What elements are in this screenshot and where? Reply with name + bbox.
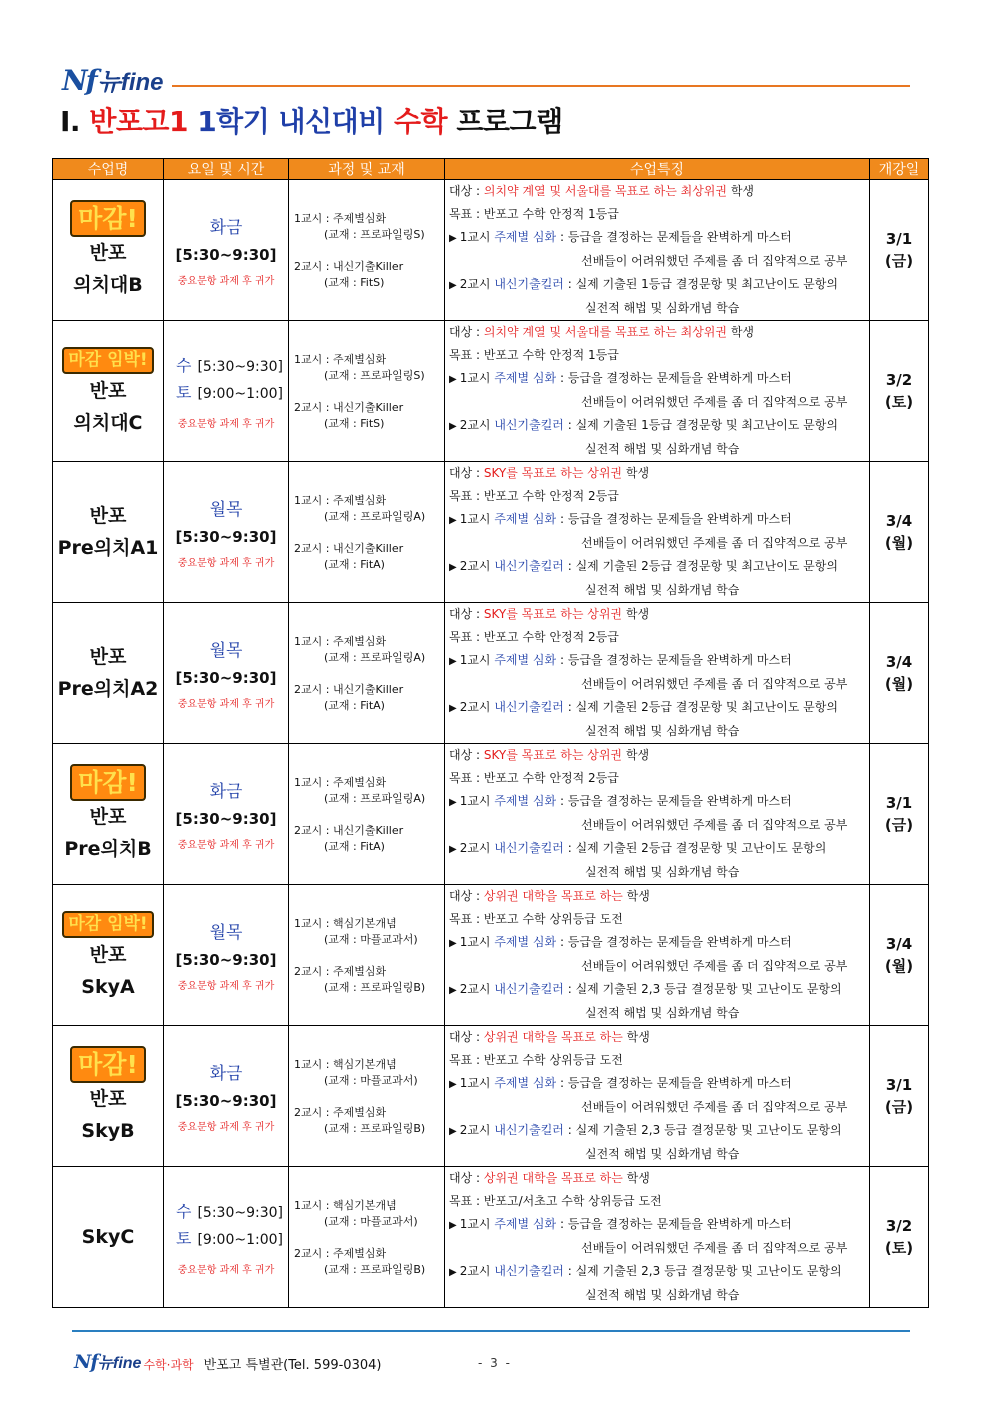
schedule-hours: [9:00~1:00] xyxy=(197,385,283,402)
features-cell xyxy=(445,1167,870,1308)
feature-period2-detail: 실전적 해법 및 심화개념 학습 xyxy=(585,865,740,879)
feature-target: 대상 : 상위권 대학을 목표로 하는 학생 xyxy=(449,1171,650,1185)
start-weekday: (토) xyxy=(884,1239,914,1257)
course-period2: 2교시 : 주제별심화 xyxy=(294,1106,387,1119)
feature-target: 대상 : 상위권 대학을 목표로 하는 학생 xyxy=(449,1030,650,1044)
class-name-cell xyxy=(53,885,164,1026)
triangle-bullet-icon: ▶ xyxy=(449,985,457,996)
start-date: 3/2 xyxy=(885,1217,913,1235)
course-period2: 2교시 : 주제별심화 xyxy=(294,965,387,978)
course-book2: (교재 : FitA) xyxy=(324,558,385,571)
start-date: 3/4 xyxy=(885,935,913,953)
class-name-line2: SkyB xyxy=(81,1119,135,1142)
start-weekday: (월) xyxy=(884,534,914,552)
title-program: 프로그램 xyxy=(456,105,563,138)
schedule-day: 토 xyxy=(176,382,192,402)
schedule-cell xyxy=(164,321,289,462)
course-cell xyxy=(289,744,445,885)
header-features: 수업특징 xyxy=(445,159,870,180)
schedule-cell xyxy=(164,744,289,885)
feature-period2: ▶ 2교시 내신기출킬러 : 실제 기출된 2,3 등급 결정문항 및 고난이도 문항의 xyxy=(449,1123,842,1137)
course-cell xyxy=(289,885,445,1026)
class-name-line2: Pre의치A1 xyxy=(57,537,159,559)
feature-target: 대상 : SKY를 목표로 하는 상위권 학생 xyxy=(449,607,650,621)
class-name-line1: 반포 xyxy=(89,944,127,966)
triangle-bullet-icon: ▶ xyxy=(449,1079,457,1090)
schedule-day: 월목 xyxy=(209,923,243,943)
header-class-name: 수업명 xyxy=(53,159,164,180)
triangle-bullet-icon: ▶ xyxy=(449,703,457,714)
header-start-date: 개강일 xyxy=(870,159,929,180)
triangle-bullet-icon: ▶ xyxy=(449,1126,457,1137)
feature-period2-detail: 실전적 해법 및 심화개념 학습 xyxy=(585,724,740,738)
class-name-cell xyxy=(53,462,164,603)
feature-period1-detail: 선배들이 어려워했던 주제를 좀 더 집약적으로 공부 xyxy=(581,1241,848,1255)
feature-period1-detail: 선배들이 어려워했던 주제를 좀 더 집약적으로 공부 xyxy=(581,536,848,550)
schedule-hours: [5:30~9:30] xyxy=(175,246,277,264)
feature-period1-detail: 선배들이 어려워했던 주제를 좀 더 집약적으로 공부 xyxy=(581,959,848,973)
schedule-cell xyxy=(164,1026,289,1167)
course-book1: (교재 : 마플교과서) xyxy=(324,1215,418,1228)
start-date-cell xyxy=(870,1167,929,1308)
title-exam: 내신대비 xyxy=(278,105,385,138)
feature-goal: 목표 : 반포고 수학 상위등급 도전 xyxy=(449,1053,623,1067)
start-weekday: (금) xyxy=(884,252,914,270)
feature-target: 대상 : 의치약 계열 및 서울대를 목표로 하는 최상위권 학생 xyxy=(449,184,754,198)
schedule-line xyxy=(164,353,288,380)
logo-mark: Nf xyxy=(62,64,96,97)
class-name-line1: 반포 xyxy=(89,241,127,264)
class-name-cell xyxy=(53,1167,164,1308)
start-date-cell xyxy=(870,744,929,885)
schedule-note: 중요문항 과제 후 귀가 xyxy=(177,418,275,430)
title-subject: 수학 xyxy=(394,105,448,138)
deadline-badge: 마감! xyxy=(70,764,146,801)
course-period1: 1교시 : 주제별심화 xyxy=(294,494,387,507)
deadline-badge: 마감 임박! xyxy=(62,911,153,938)
course-book1: (교재 : 프로파일링A) xyxy=(324,651,426,664)
page-title xyxy=(60,100,563,140)
feature-period1: ▶ 1교시 주제별 심화 : 등급을 결정하는 문제들을 완벽하게 마스터 xyxy=(449,512,792,526)
feature-period1: ▶ 1교시 주제별 심화 : 등급을 결정하는 문제들을 완벽하게 마스터 xyxy=(449,230,792,244)
course-book1: (교재 : 프로파일링S) xyxy=(324,228,425,241)
header-course: 과정 및 교재 xyxy=(289,159,445,180)
start-weekday: (금) xyxy=(884,1098,914,1116)
schedule-note: 중요문항 과제 후 귀가 xyxy=(177,699,275,710)
course-period2: 2교시 : 내신기출Killer xyxy=(294,401,404,414)
feature-goal: 목표 : 반포고 수학 안정적 2등급 xyxy=(449,630,619,644)
features-cell xyxy=(445,321,870,462)
title-numeral: Ⅰ. xyxy=(60,105,81,138)
deadline-badge: 마감! xyxy=(70,200,146,237)
class-name-line2: Pre의치B xyxy=(64,837,152,860)
feature-period2-detail: 실전적 해법 및 심화개념 학습 xyxy=(585,583,740,597)
feature-period1-detail: 선배들이 어려워했던 주제를 좀 더 집약적으로 공부 xyxy=(581,677,848,691)
schedule-day: 화금 xyxy=(209,1064,243,1084)
title-school: 반포고1 xyxy=(89,105,188,138)
triangle-bullet-icon: ▶ xyxy=(449,797,457,808)
schedule-day: 화금 xyxy=(209,782,243,802)
schedule-hours: [5:30~9:30] xyxy=(175,810,277,828)
feature-period2: ▶ 2교시 내신기출킬러 : 실제 기출된 2등급 결정문항 및 최고난이도 문항의 xyxy=(449,559,838,573)
feature-period2: ▶ 2교시 내신기출킬러 : 실제 기출된 2,3 등급 결정문항 및 고난이도 문항의 xyxy=(449,982,842,996)
schedule-day: 토 xyxy=(176,1228,192,1248)
start-weekday: (금) xyxy=(884,816,914,834)
start-date-cell xyxy=(870,1026,929,1167)
triangle-bullet-icon: ▶ xyxy=(449,1267,457,1278)
schedule-cell xyxy=(164,180,289,321)
course-period2: 2교시 : 내신기출Killer xyxy=(294,824,404,837)
feature-period2: ▶ 2교시 내신기출킬러 : 실제 기출된 1등급 결정문항 및 최고난이도 문항의 xyxy=(449,418,838,432)
start-date-cell xyxy=(870,462,929,603)
start-date-cell xyxy=(870,321,929,462)
feature-period2-detail: 실전적 해법 및 심화개념 학습 xyxy=(585,1006,740,1020)
course-book1: (교재 : 마플교과서) xyxy=(324,933,418,946)
start-date-cell xyxy=(870,885,929,1026)
class-name-line1: 반포 xyxy=(89,505,127,527)
feature-period1: ▶ 1교시 주제별 심화 : 등급을 결정하는 문제들을 완벽하게 마스터 xyxy=(449,653,792,667)
start-date: 3/4 xyxy=(885,653,913,671)
table-row xyxy=(53,885,929,1026)
start-date: 3/1 xyxy=(885,230,913,248)
course-period1: 1교시 : 핵심기본개념 xyxy=(294,1058,397,1071)
header-schedule: 요일 및 시간 xyxy=(164,159,289,180)
class-name-cell xyxy=(53,180,164,321)
triangle-bullet-icon: ▶ xyxy=(449,1220,457,1231)
schedule-hours: [5:30~9:30] xyxy=(175,951,277,969)
feature-period1: ▶ 1교시 주제별 심화 : 등급을 결정하는 문제들을 완벽하게 마스터 xyxy=(449,935,792,949)
table-row xyxy=(53,1167,929,1308)
footer-address: 반포고 특별관(Tel. 599-0304) xyxy=(203,1358,382,1373)
deadline-badge: 마감! xyxy=(70,1046,146,1083)
footer-logo-text: 뉴fine xyxy=(97,1355,142,1372)
class-name-line1: 반포 xyxy=(89,805,127,828)
feature-period2: ▶ 2교시 내신기출킬러 : 실제 기출된 2,3 등급 결정문항 및 고난이도 문항의 xyxy=(449,1264,842,1278)
triangle-bullet-icon: ▶ xyxy=(449,844,457,855)
table-header-row xyxy=(53,159,929,180)
feature-period1: ▶ 1교시 주제별 심화 : 등급을 결정하는 문제들을 완벽하게 마스터 xyxy=(449,1217,792,1231)
triangle-bullet-icon: ▶ xyxy=(449,421,457,432)
footer-logo-mark: Nf xyxy=(74,1351,98,1373)
footer-subject: 수학·과학 xyxy=(143,1358,194,1372)
features-cell xyxy=(445,603,870,744)
schedule-hours: [9:00~1:00] xyxy=(197,1231,283,1248)
title-term: 1학기 xyxy=(197,105,270,138)
schedule-hours: [5:30~9:30] xyxy=(175,669,277,687)
class-name-cell xyxy=(53,603,164,744)
brand-logo xyxy=(62,62,164,97)
schedule-note: 중요문항 과제 후 귀가 xyxy=(177,1264,275,1276)
table-row xyxy=(53,1026,929,1167)
start-date: 3/1 xyxy=(885,1076,913,1094)
triangle-bullet-icon: ▶ xyxy=(449,656,457,667)
course-book1: (교재 : 마플교과서) xyxy=(324,1074,418,1087)
class-name-line1: 반포 xyxy=(89,1087,127,1110)
schedule-line xyxy=(164,1199,288,1226)
table-row xyxy=(53,603,929,744)
course-cell xyxy=(289,321,445,462)
table-row xyxy=(53,180,929,321)
feature-period1-detail: 선배들이 어려워했던 주제를 좀 더 집약적으로 공부 xyxy=(581,395,848,409)
course-cell xyxy=(289,603,445,744)
feature-period2: ▶ 2교시 내신기출킬러 : 실제 기출된 1등급 결정문항 및 최고난이도 문항의 xyxy=(449,277,838,291)
deadline-badge: 마감 임박! xyxy=(62,347,153,374)
course-period1: 1교시 : 주제별심화 xyxy=(294,353,387,366)
start-weekday: (월) xyxy=(884,675,914,693)
feature-target: 대상 : 의치약 계열 및 서울대를 목표로 하는 최상위권 학생 xyxy=(449,325,754,339)
class-name-line1: SkyC xyxy=(81,1226,135,1248)
course-period2: 2교시 : 내신기출Killer xyxy=(294,542,404,555)
feature-period2-detail: 실전적 해법 및 심화개념 학습 xyxy=(585,1147,740,1161)
logo-text: 뉴fine xyxy=(97,69,164,96)
schedule-day: 월목 xyxy=(209,500,243,520)
class-name-line1: 반포 xyxy=(89,646,127,668)
page-number: - 3 - xyxy=(478,1356,512,1370)
schedule-note: 중요문항 과제 후 귀가 xyxy=(177,558,275,569)
feature-target: 대상 : 상위권 대학을 목표로 하는 학생 xyxy=(449,889,650,903)
course-period1: 1교시 : 핵심기본개념 xyxy=(294,917,397,930)
schedule-note: 중요문항 과제 후 귀가 xyxy=(177,840,275,851)
schedule-day: 화금 xyxy=(209,218,243,238)
features-cell xyxy=(445,885,870,1026)
table-row xyxy=(53,744,929,885)
course-book2: (교재 : FitA) xyxy=(324,840,385,853)
feature-period1: ▶ 1교시 주제별 심화 : 등급을 결정하는 문제들을 완벽하게 마스터 xyxy=(449,371,792,385)
feature-period2-detail: 실전적 해법 및 심화개념 학습 xyxy=(585,1288,740,1302)
triangle-bullet-icon: ▶ xyxy=(449,374,457,385)
start-date-cell xyxy=(870,603,929,744)
schedule-note: 중요문항 과제 후 귀가 xyxy=(177,981,275,992)
table-row xyxy=(53,321,929,462)
schedule-cell xyxy=(164,1167,289,1308)
course-period1: 1교시 : 핵심기본개념 xyxy=(294,1199,397,1212)
course-period2: 2교시 : 내신기출Killer xyxy=(294,683,404,696)
schedule-line xyxy=(164,380,288,407)
class-name-cell xyxy=(53,1026,164,1167)
course-cell xyxy=(289,1026,445,1167)
feature-period2-detail: 실전적 해법 및 심화개념 학습 xyxy=(585,442,740,456)
schedule-cell xyxy=(164,603,289,744)
feature-goal: 목표 : 반포고 수학 안정적 1등급 xyxy=(449,348,619,362)
course-period1: 1교시 : 주제별심화 xyxy=(294,635,387,648)
course-book2: (교재 : 프로파일링B) xyxy=(324,1122,426,1135)
header-divider xyxy=(172,85,910,87)
features-cell xyxy=(445,744,870,885)
feature-period1: ▶ 1교시 주제별 심화 : 등급을 결정하는 문제들을 완벽하게 마스터 xyxy=(449,794,792,808)
schedule-cell xyxy=(164,885,289,1026)
class-name-cell xyxy=(53,744,164,885)
course-book2: (교재 : FitS) xyxy=(324,276,385,289)
feature-goal: 목표 : 반포고 수학 안정적 1등급 xyxy=(449,207,619,221)
feature-period2: ▶ 2교시 내신기출킬러 : 실제 기출된 2등급 결정문항 및 고난이도 문항의 xyxy=(449,841,827,855)
course-cell xyxy=(289,1167,445,1308)
schedule-note: 중요문항 과제 후 귀가 xyxy=(177,276,275,287)
start-date: 3/4 xyxy=(885,512,913,530)
course-book1: (교재 : 프로파일링A) xyxy=(324,792,426,805)
feature-target: 대상 : SKY를 목표로 하는 상위권 학생 xyxy=(449,466,650,480)
start-date: 3/2 xyxy=(885,371,913,389)
schedule-note: 중요문항 과제 후 귀가 xyxy=(177,1122,275,1133)
program-table xyxy=(52,158,929,1308)
course-book1: (교재 : 프로파일링A) xyxy=(324,510,426,523)
schedule-hours: [5:30~9:30] xyxy=(197,358,283,375)
course-book2: (교재 : 프로파일링B) xyxy=(324,1263,426,1276)
triangle-bullet-icon: ▶ xyxy=(449,280,457,291)
class-name-line2: 의치대B xyxy=(73,273,143,296)
feature-period1-detail: 선배들이 어려워했던 주제를 좀 더 집약적으로 공부 xyxy=(581,818,848,832)
feature-period2: ▶ 2교시 내신기출킬러 : 실제 기출된 2등급 결정문항 및 최고난이도 문항의 xyxy=(449,700,838,714)
course-cell xyxy=(289,180,445,321)
feature-goal: 목표 : 반포고 수학 안정적 2등급 xyxy=(449,771,619,785)
start-date-cell xyxy=(870,180,929,321)
schedule-line xyxy=(164,1226,288,1253)
feature-period1-detail: 선배들이 어려워했던 주제를 좀 더 집약적으로 공부 xyxy=(581,1100,848,1114)
course-period1: 1교시 : 주제별심화 xyxy=(294,212,387,225)
footer xyxy=(74,1350,381,1373)
features-cell xyxy=(445,180,870,321)
schedule-day: 수 xyxy=(176,1201,192,1221)
triangle-bullet-icon: ▶ xyxy=(449,938,457,949)
course-period1: 1교시 : 주제별심화 xyxy=(294,776,387,789)
course-book2: (교재 : 프로파일링B) xyxy=(324,981,426,994)
feature-period1-detail: 선배들이 어려워했던 주제를 좀 더 집약적으로 공부 xyxy=(581,254,848,268)
course-period2: 2교시 : 내신기출Killer xyxy=(294,260,404,273)
course-cell xyxy=(289,462,445,603)
schedule-hours: [5:30~9:30] xyxy=(175,528,277,546)
table-row xyxy=(53,462,929,603)
features-cell xyxy=(445,462,870,603)
schedule-hours: [5:30~9:30] xyxy=(197,1204,283,1221)
class-name-line2: 의치대C xyxy=(73,412,143,434)
course-book2: (교재 : FitA) xyxy=(324,699,385,712)
schedule-day: 월목 xyxy=(209,641,243,661)
course-book1: (교재 : 프로파일링S) xyxy=(324,369,425,382)
class-name-line2: Pre의치A2 xyxy=(57,678,159,700)
feature-goal: 목표 : 반포고 수학 안정적 2등급 xyxy=(449,489,619,503)
start-weekday: (월) xyxy=(884,957,914,975)
triangle-bullet-icon: ▶ xyxy=(449,515,457,526)
course-book2: (교재 : FitS) xyxy=(324,417,385,430)
feature-goal: 목표 : 반포고/서초고 수학 상위등급 도전 xyxy=(449,1194,662,1208)
course-period2: 2교시 : 주제별심화 xyxy=(294,1247,387,1260)
feature-period1: ▶ 1교시 주제별 심화 : 등급을 결정하는 문제들을 완벽하게 마스터 xyxy=(449,1076,792,1090)
features-cell xyxy=(445,1026,870,1167)
triangle-bullet-icon: ▶ xyxy=(449,562,457,573)
class-name-cell xyxy=(53,321,164,462)
feature-target: 대상 : SKY를 목표로 하는 상위권 학생 xyxy=(449,748,650,762)
start-weekday: (토) xyxy=(884,393,914,411)
schedule-hours: [5:30~9:30] xyxy=(175,1092,277,1110)
class-name-line1: 반포 xyxy=(89,380,127,402)
class-name-line2: SkyA xyxy=(81,976,135,998)
triangle-bullet-icon: ▶ xyxy=(449,233,457,244)
footer-divider xyxy=(72,1330,910,1332)
feature-goal: 목표 : 반포고 수학 상위등급 도전 xyxy=(449,912,623,926)
feature-period2-detail: 실전적 해법 및 심화개념 학습 xyxy=(585,301,740,315)
schedule-cell xyxy=(164,462,289,603)
start-date: 3/1 xyxy=(885,794,913,812)
schedule-day: 수 xyxy=(176,355,192,375)
